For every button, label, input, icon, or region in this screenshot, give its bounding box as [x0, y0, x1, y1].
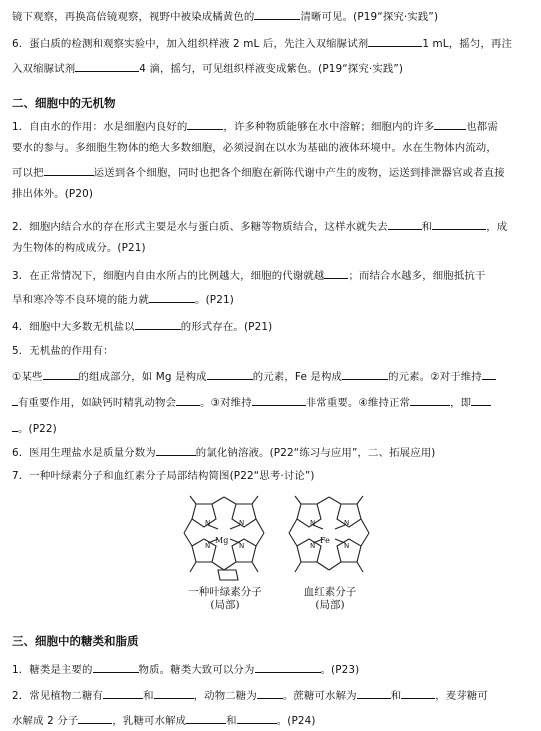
fill-blank[interactable] [156, 444, 196, 456]
fill-blank[interactable] [176, 394, 200, 406]
fill-blank[interactable] [186, 712, 226, 724]
fill-blank[interactable] [93, 661, 139, 673]
text: 非常重要。④维持正常 [305, 397, 411, 409]
text: ，许多种物质能够在水中溶解；细胞内的许多 [223, 121, 435, 133]
fill-blank[interactable] [103, 687, 143, 699]
fe-label: Fe [320, 536, 330, 545]
text: 6．医用生理盐水是质量分数为 [12, 447, 156, 459]
fill-blank[interactable] [252, 394, 306, 406]
text-line [12, 267, 485, 283]
caption-title: 一种叶绿素分子 [188, 586, 262, 598]
text: 。③对维持 [200, 397, 252, 409]
text-line [12, 164, 505, 180]
text: 运送到各个细胞，同时也把各个细胞在新陈代谢中产生的废物，运送到排泄器官或者直接 [93, 167, 505, 179]
text-line [12, 8, 438, 24]
text-line [12, 291, 234, 307]
text-line [12, 420, 57, 436]
svg-text:N: N [344, 542, 350, 550]
text-line [12, 118, 498, 134]
fill-blank[interactable] [187, 118, 223, 130]
fill-blank[interactable] [43, 368, 79, 380]
fill-blank[interactable] [357, 687, 391, 699]
fill-blank[interactable] [254, 8, 300, 20]
text: 4．细胞中大多数无机盐以 [12, 321, 135, 333]
fill-blank[interactable] [432, 218, 486, 230]
text-line: 为生物体的构成成分。(P21) [12, 242, 146, 254]
text: 水解成 2 分子 [12, 715, 79, 727]
fill-blank[interactable] [154, 687, 194, 699]
svg-text:N: N [239, 542, 245, 550]
text: 和 [421, 221, 433, 233]
fill-blank[interactable] [410, 394, 450, 406]
text: 也都需 [466, 121, 498, 133]
mg-label: Mg [215, 536, 229, 545]
text: 旱和寒冷等不良环境的能力就 [12, 294, 150, 306]
text: 。(P21) [195, 294, 234, 306]
fill-blank[interactable] [324, 267, 348, 279]
fill-blank[interactable] [368, 35, 422, 47]
text: 4 滴，摇匀，可见组织样液变成紫色。(P19“探究·实践”) [139, 63, 404, 75]
text: 2．常见植物二糖有 [12, 690, 104, 702]
fill-blank[interactable] [482, 368, 496, 380]
svg-text:N: N [205, 519, 211, 527]
heme-caption [282, 586, 378, 612]
text-line [12, 368, 496, 384]
text-line [12, 687, 488, 703]
text: 1．糖类是主要的 [12, 664, 93, 676]
text-line [12, 218, 507, 234]
text-line [12, 712, 316, 728]
text: ，麦芽糖可 [435, 690, 488, 702]
section-heading: 三、细胞中的糖类和脂质 [12, 634, 139, 648]
text: 的元素。②对于维持 [388, 371, 482, 383]
text: ；而结合水越多，细胞抵抗干 [348, 270, 486, 282]
text: 有重要作用，如缺钙时精乳动物会 [18, 397, 177, 409]
fill-blank[interactable] [257, 687, 283, 699]
text: 的组成部分，如 Mg 是构成 [78, 371, 207, 383]
caption-title: 血红素分子 [303, 586, 357, 598]
text-line: 5．无机盐的作用有： [12, 345, 114, 357]
fill-blank[interactable] [401, 687, 435, 699]
fill-blank[interactable] [135, 318, 181, 330]
svg-text:N: N [310, 542, 316, 550]
caption-sub: (局部) [315, 599, 345, 611]
caption-sub: (局部) [210, 599, 240, 611]
section-heading: 二、细胞中的无机物 [12, 96, 116, 110]
text-line: 要水的参与。多细胞生物体的绝大多数细胞，必须浸润在以水为基础的液体环境中。水在生物体内流动， [12, 142, 497, 154]
text: 入双缩脲试剂 [12, 63, 76, 75]
text: 。(P22) [18, 423, 57, 435]
text: 。(P23) [320, 664, 360, 676]
text-line [12, 394, 491, 410]
chlorophyll-caption [172, 586, 278, 612]
text-line [12, 661, 359, 677]
fill-blank[interactable] [471, 394, 491, 406]
text: 清晰可见。(P19“探究·实践”) [300, 11, 439, 23]
text: ①某些 [12, 371, 43, 383]
text-line [12, 35, 512, 51]
fill-blank[interactable] [434, 118, 466, 130]
text: 。蔗糖可水解为 [282, 690, 357, 702]
text: ，乳糖可水解成 [112, 715, 187, 727]
text-line [12, 60, 403, 76]
text: ，成 [486, 221, 508, 233]
fill-blank[interactable] [149, 291, 195, 303]
text: 1．自由水的作用：水是细胞内良好的 [12, 121, 188, 133]
fill-blank[interactable] [237, 712, 277, 724]
text: 6．蛋白质的检测和观察实验中，加入组织样液 2 mL 后，先注入双缩脲试剂 [12, 38, 369, 50]
svg-text:N: N [310, 519, 316, 527]
text-line [12, 318, 272, 334]
text: 3．在正常情况下，细胞内自由水所占的比例越大，细胞的代谢就越 [12, 270, 325, 282]
fill-blank[interactable] [44, 164, 94, 176]
text: 的元素，Fe 是构成 [252, 371, 343, 383]
text: 镜下观察，再换高倍镜观察，视野中被染成橘黄色的 [12, 11, 255, 23]
text: 1 mL，摇匀，再注 [422, 38, 512, 50]
text: ，即 [450, 397, 472, 409]
fill-blank[interactable] [342, 368, 388, 380]
fill-blank[interactable] [207, 368, 253, 380]
text-line [12, 444, 435, 460]
text: 的氯化钠溶液。(P22“练习与应用”，二、拓展应用) [195, 447, 436, 459]
text: 的形式存在。(P21) [180, 321, 273, 333]
fill-blank[interactable] [388, 218, 422, 230]
fill-blank[interactable] [75, 60, 139, 72]
svg-text:N: N [239, 519, 245, 527]
text-line: 排出体外。(P20) [12, 188, 94, 200]
text: ，动物二糖为 [193, 690, 257, 702]
fill-blank[interactable] [78, 712, 112, 724]
text: 可以把 [12, 167, 44, 179]
text-line: 7．一种叶绿素分子和血红素分子局部结构简图(P22“思考·讨论”) [12, 470, 315, 482]
text: 2．细胞内结合水的存在形式主要是水与蛋白质、多糖等物质结合，这样水就失去 [12, 221, 388, 233]
text: 物质。糖类大致可以分为 [138, 664, 255, 676]
text: 和 [390, 690, 402, 702]
text: 和 [226, 715, 237, 727]
svg-text:N: N [205, 542, 211, 550]
fill-blank[interactable] [255, 661, 321, 673]
svg-text:N: N [344, 519, 350, 527]
text: 和 [143, 690, 154, 702]
text: 。(P24) [276, 715, 316, 727]
